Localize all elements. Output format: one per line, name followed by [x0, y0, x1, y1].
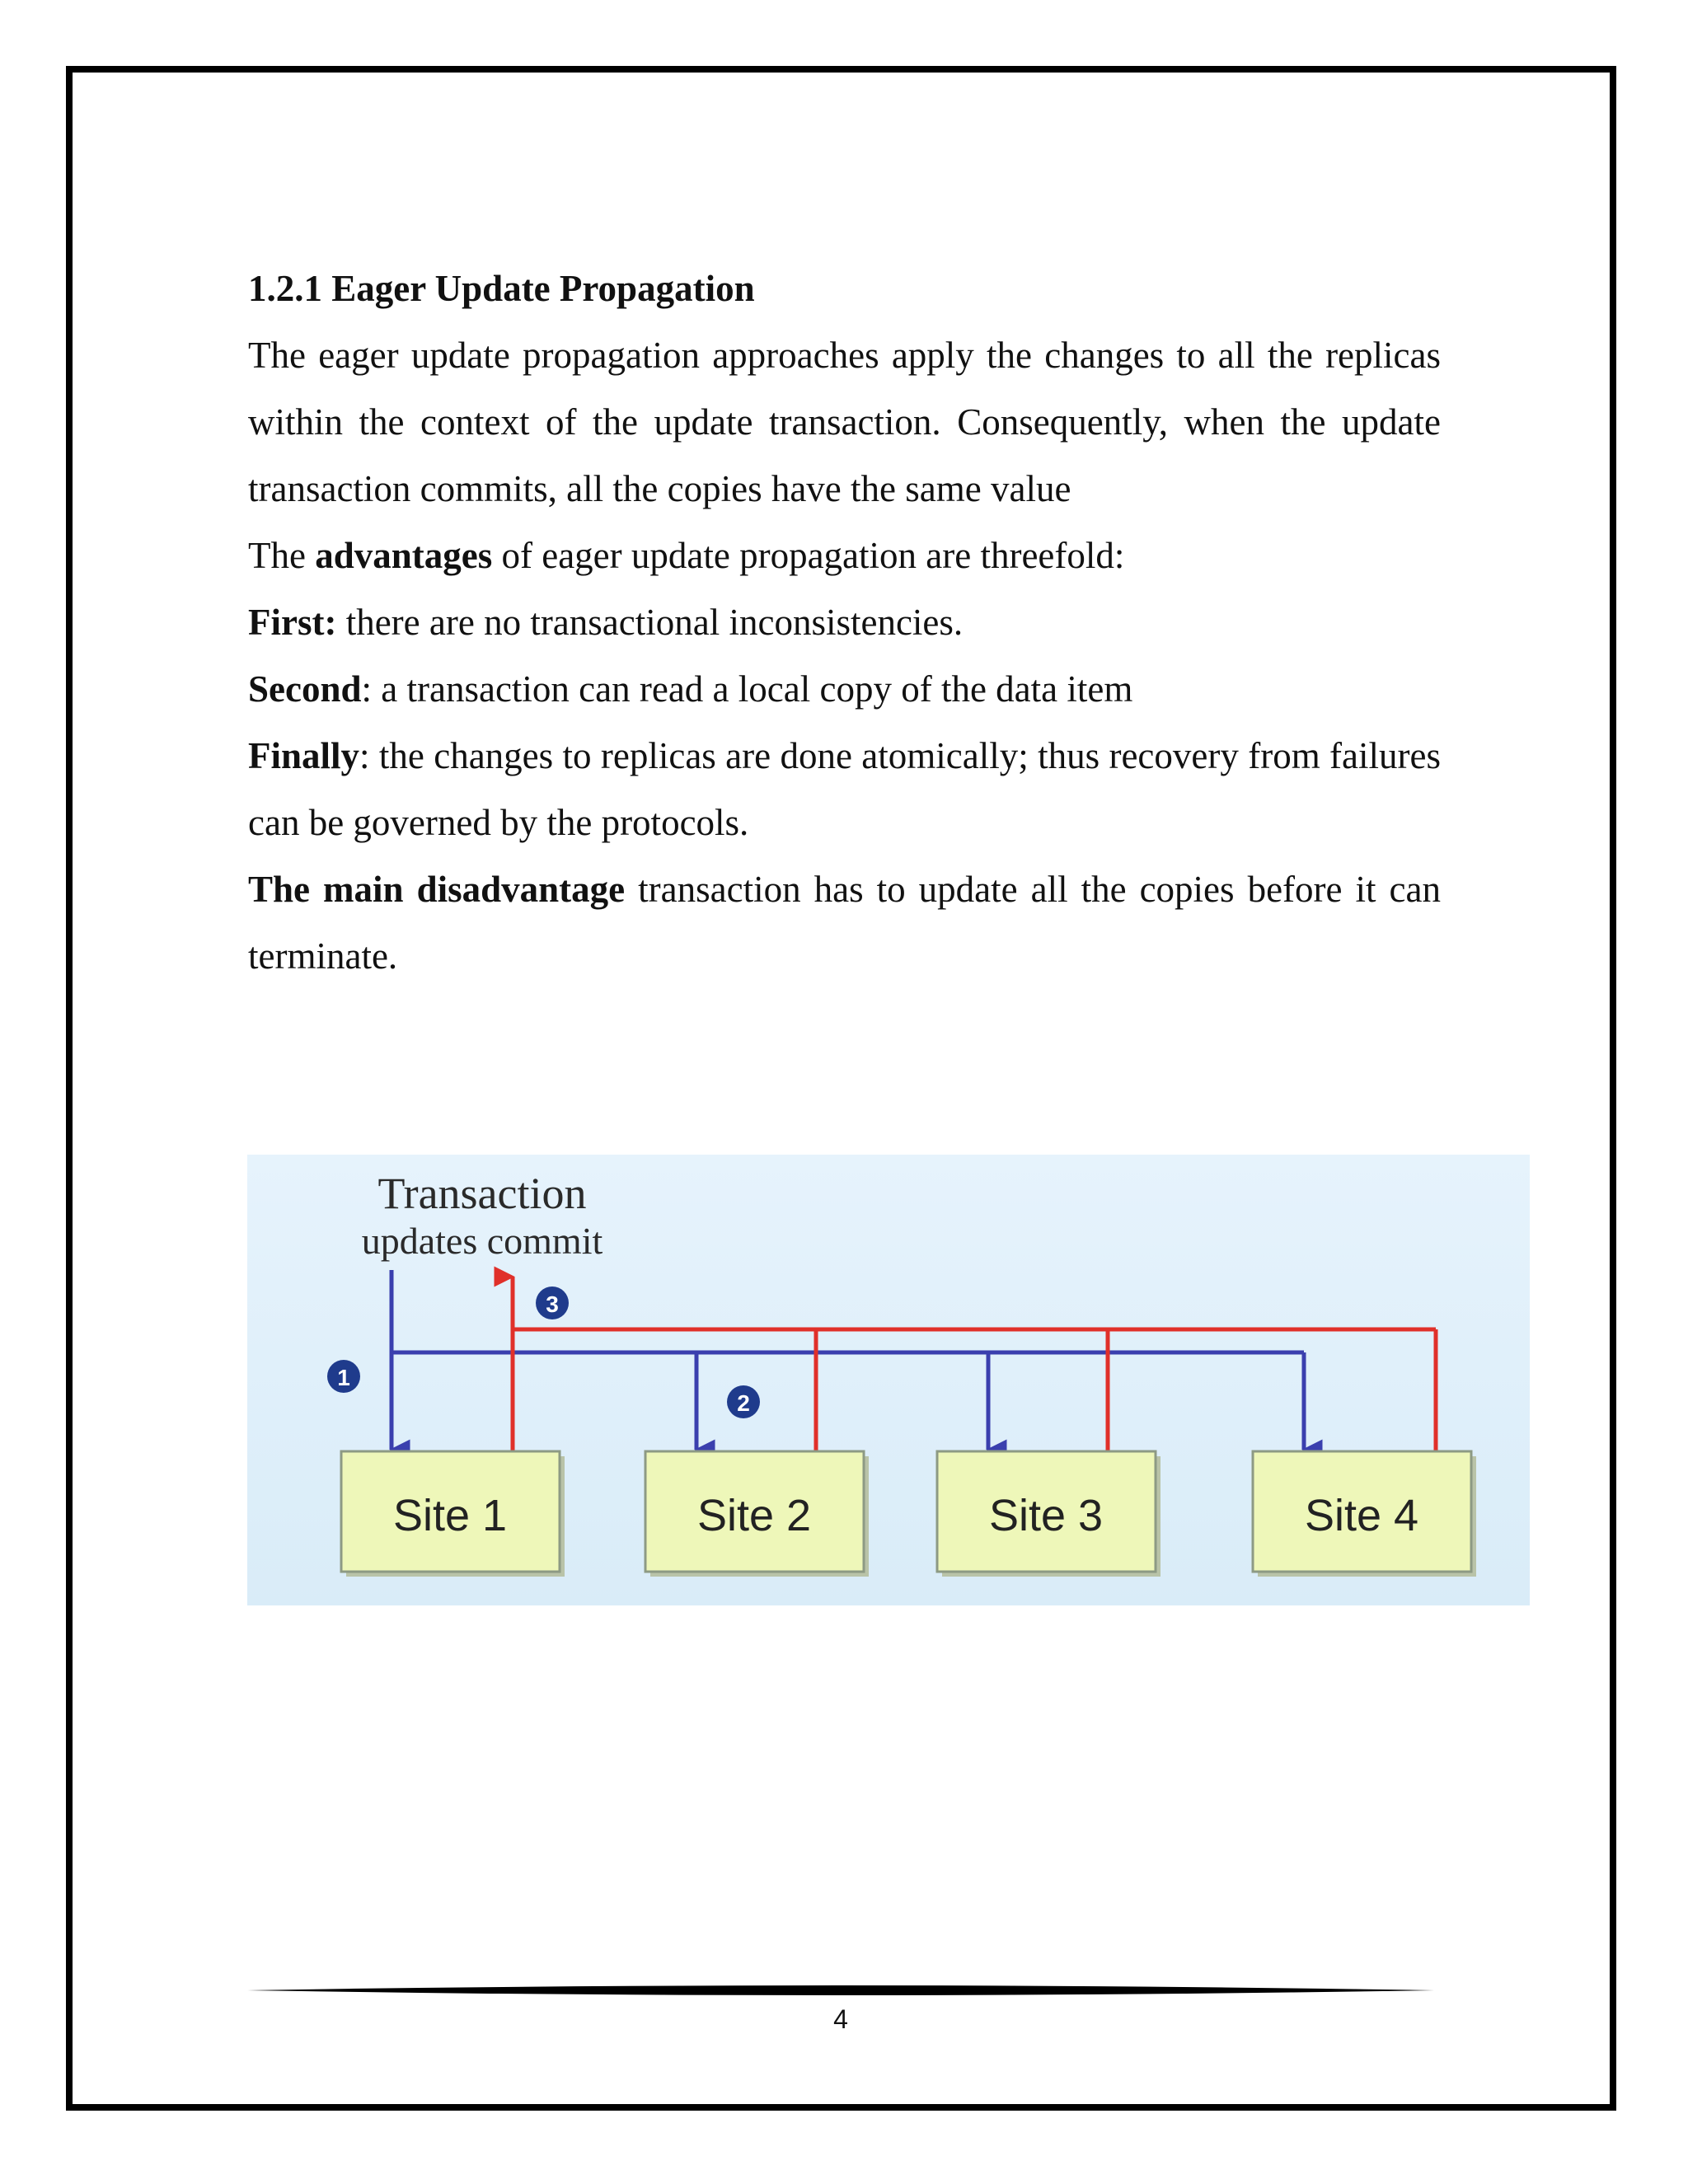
section-heading: 1.2.1 Eager Update Propagation	[248, 268, 755, 309]
site-box-3	[937, 1451, 1160, 1577]
disadvantage-label: The main disadvantage	[248, 869, 626, 910]
site-label: Site 3	[988, 1491, 1104, 1540]
step-badge-1	[327, 1360, 360, 1393]
site-box-1	[341, 1451, 565, 1577]
advantages-line: The advantages of eager update propagation are threefold:	[248, 535, 1125, 576]
second-label: Second	[248, 668, 362, 710]
site-box-4	[1253, 1451, 1476, 1577]
footer-rule	[247, 1982, 1434, 1999]
first-advantage: First: there are no transactional inconsistencies.	[248, 602, 964, 643]
document-body	[248, 255, 1441, 990]
eager-update-diagram	[247, 1155, 1530, 1605]
svg-text:3: 3	[546, 1291, 559, 1317]
finally-label: Finally	[248, 735, 360, 776]
main-disadvantage: The main disadvantage transaction has to update all the copies before it can terminate.	[248, 869, 1441, 977]
finally-advantage: Finally: the changes to replicas are done atomically; thus recovery from failures can be governed by the protocols.	[248, 735, 1441, 843]
svg-text:2: 2	[737, 1390, 750, 1416]
diagram-subtitle: updates commit	[361, 1220, 603, 1262]
advantages-label: advantages	[315, 535, 493, 576]
step-badge-2	[727, 1385, 760, 1418]
site-label: Site 2	[696, 1491, 812, 1540]
intro-paragraph: The eager update propagation approaches apply the changes to all the replicas within the context of the update transaction. Consequently, when the update transaction commits, all the copies have the same value	[248, 335, 1441, 509]
diagram-title: Transaction	[377, 1169, 587, 1218]
first-label: First:	[248, 602, 337, 643]
svg-text:1: 1	[337, 1365, 350, 1390]
page-number: 4	[833, 2004, 848, 2034]
step-badge-3	[536, 1286, 569, 1319]
site-label: Site 1	[392, 1491, 508, 1540]
site-box-2	[645, 1451, 869, 1577]
site-label: Site 4	[1304, 1491, 1419, 1540]
second-advantage: Second: a transaction can read a local copy of the data item	[248, 668, 1133, 710]
